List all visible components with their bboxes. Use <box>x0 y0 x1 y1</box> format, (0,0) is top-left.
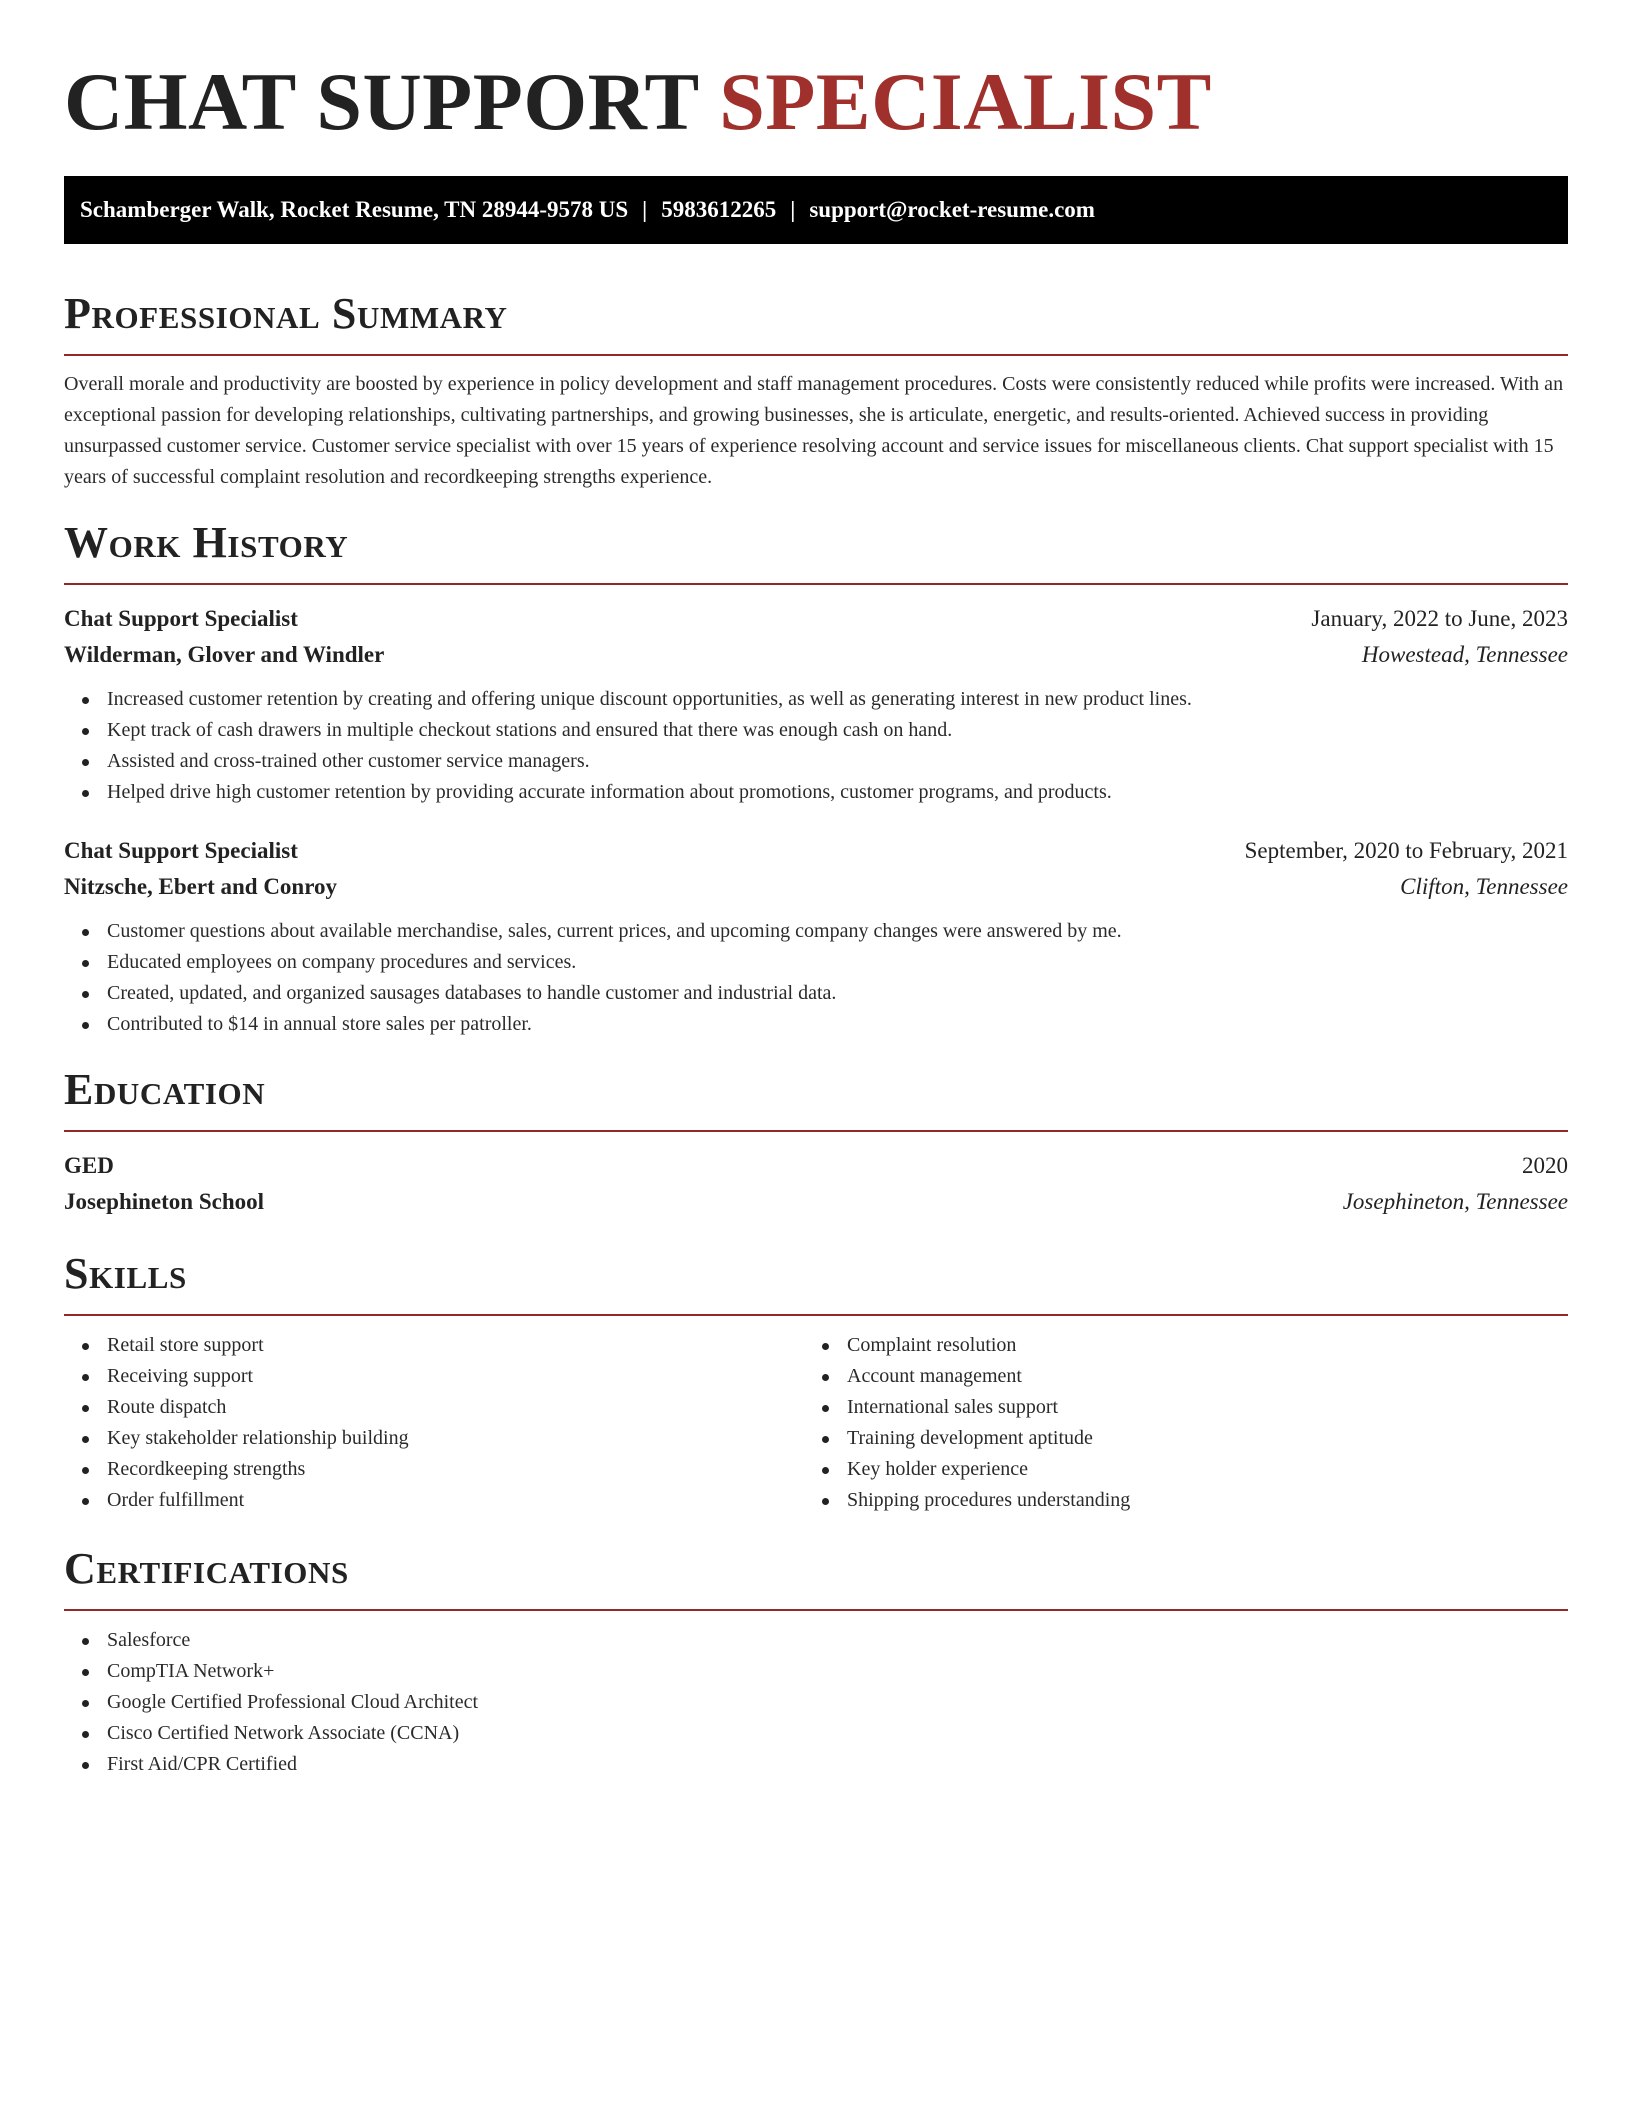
section-divider <box>64 583 1568 585</box>
certifications-list <box>64 1625 1568 1780</box>
section-divider <box>64 1314 1568 1316</box>
certification-item: Salesforce <box>107 1625 1568 1656</box>
job-bullets <box>64 916 1568 1040</box>
skill-item: Training development aptitude <box>847 1423 1544 1454</box>
resume-name <box>64 0 1568 148</box>
skills-column-left <box>64 1330 804 1516</box>
contact-phone: 5983612265 <box>661 197 777 222</box>
name-accent: SPECIALIST <box>719 56 1212 147</box>
skills-column-right <box>804 1330 1544 1516</box>
job-bullet: Helped drive high customer retention by providing accurate information about promotions, customer programs, and products. <box>107 777 1568 808</box>
job-bullet: Assisted and cross-trained other customer service managers. <box>107 746 1568 777</box>
skill-item: Recordkeeping strengths <box>107 1454 804 1485</box>
contact-separator: | <box>642 197 648 222</box>
education-degree: GED <box>64 1153 114 1178</box>
section-divider <box>64 354 1568 356</box>
skill-item: International sales support <box>847 1392 1544 1423</box>
skill-item: Shipping procedures understanding <box>847 1485 1544 1516</box>
job-bullets <box>64 684 1568 808</box>
work-history-heading: Work History <box>64 518 349 567</box>
job-title: Chat Support Specialist <box>64 606 298 631</box>
certification-item: Google Certified Professional Cloud Architect <box>107 1687 1568 1718</box>
job-entry <box>64 601 1568 808</box>
education-heading: Education <box>64 1065 266 1114</box>
job-location: Howestead, Tennessee <box>1361 642 1568 667</box>
summary-heading: Professional Summary <box>64 289 508 338</box>
education-entry <box>64 1148 1568 1220</box>
job-bullet: Increased customer retention by creating and offering unique discount opportunities, as well as generating interest in new product lines. <box>107 684 1568 715</box>
name-first: CHAT SUPPORT <box>64 56 699 147</box>
job-title: Chat Support Specialist <box>64 838 298 863</box>
job-bullet: Educated employees on company procedures and services. <box>107 947 1568 978</box>
contact-separator: | <box>790 197 796 222</box>
job-entry <box>64 833 1568 1040</box>
job-bullet: Created, updated, and organized sausages databases to handle customer and industrial data. <box>107 978 1568 1009</box>
job-location: Clifton, Tennessee <box>1400 874 1568 899</box>
skill-item: Complaint resolution <box>847 1330 1544 1361</box>
certification-item: Cisco Certified Network Associate (CCNA) <box>107 1718 1568 1749</box>
skill-item: Order fulfillment <box>107 1485 804 1516</box>
education-location: Josephineton, Tennessee <box>1342 1189 1568 1214</box>
job-dates: January, 2022 to June, 2023 <box>1311 606 1568 631</box>
job-dates: September, 2020 to February, 2021 <box>1244 838 1568 863</box>
job-bullet: Kept track of cash drawers in multiple checkout stations and ensured that there was enough cash on hand. <box>107 715 1568 746</box>
education-year: 2020 <box>1522 1153 1568 1178</box>
education-school: Josephineton School <box>64 1189 265 1214</box>
skills-columns <box>64 1330 1568 1516</box>
skill-item: Key stakeholder relationship building <box>107 1423 804 1454</box>
certification-item: First Aid/CPR Certified <box>107 1749 1568 1780</box>
certification-item: CompTIA Network+ <box>107 1656 1568 1687</box>
contact-address: Schamberger Walk, Rocket Resume, TN 28944-9578 US <box>80 197 629 222</box>
certifications-heading: Certifications <box>64 1544 349 1593</box>
job-company: Nitzsche, Ebert and Conroy <box>64 874 338 899</box>
contact-email: support@rocket-resume.com <box>809 197 1095 222</box>
skill-item: Account management <box>847 1361 1544 1392</box>
section-divider <box>64 1130 1568 1132</box>
job-bullet: Contributed to $14 in annual store sales per patroller. <box>107 1009 1568 1040</box>
skills-heading: Skills <box>64 1249 187 1298</box>
job-company: Wilderman, Glover and Windler <box>64 642 385 667</box>
skill-item: Route dispatch <box>107 1392 804 1423</box>
resume-page <box>64 0 1568 1780</box>
skill-item: Receiving support <box>107 1361 804 1392</box>
skill-item: Retail store support <box>107 1330 804 1361</box>
job-bullet: Customer questions about available merchandise, sales, current prices, and upcoming company changes were answered by me. <box>107 916 1568 947</box>
contact-bar <box>64 176 1568 244</box>
summary-text: Overall morale and productivity are boosted by experience in policy development and staff management procedures. Costs were consistently reduced while profits were increased. With an exceptional passion for developing relationships, cultivating partnerships, and growing businesses, she is articulate, energetic, and results-oriented. Achieved success in providing unsurpassed customer service. Customer service specialist with over 15 years of experience resolving account and service issues for miscellaneous clients. Chat support specialist with 15 years of successful complaint resolution and recordkeeping strengths experience. <box>64 373 1564 488</box>
section-divider <box>64 1609 1568 1611</box>
skill-item: Key holder experience <box>847 1454 1544 1485</box>
